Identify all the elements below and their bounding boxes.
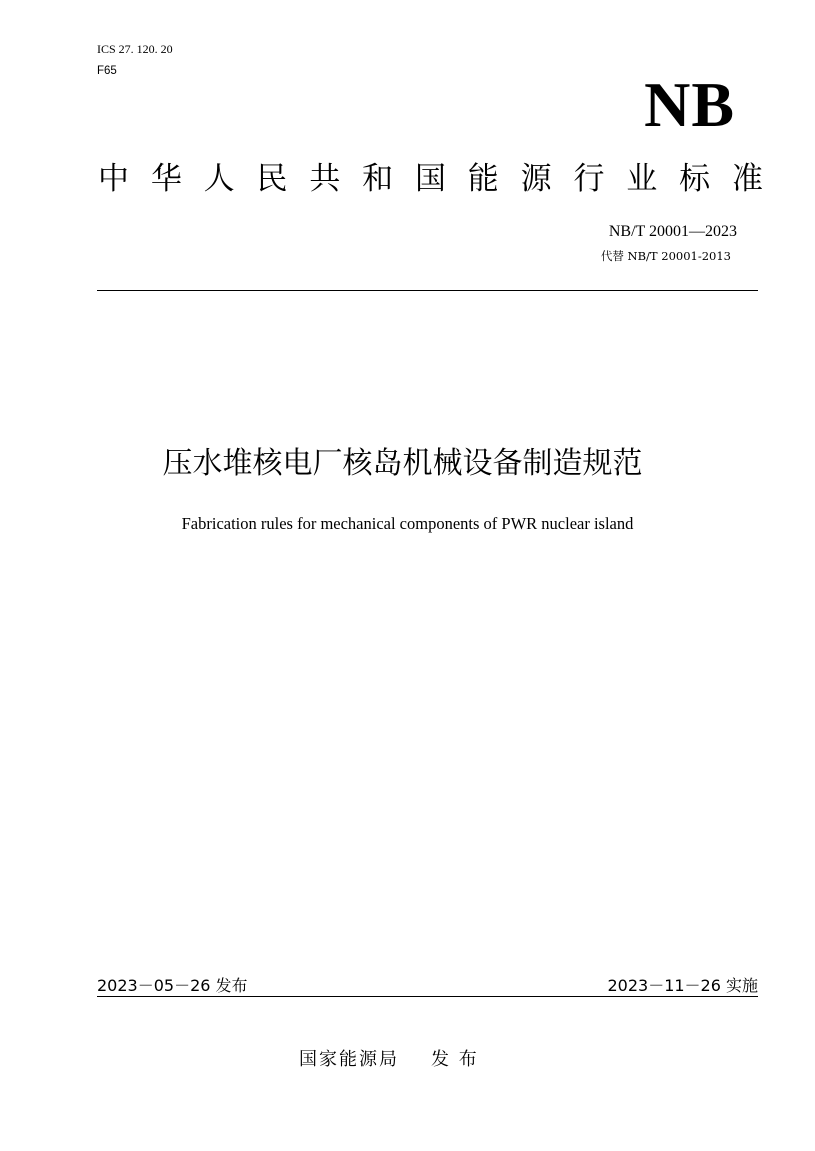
ics-code: ICS 27. 120. 20 [97,42,173,56]
issued-label: 发 布 [431,1049,479,1070]
standard-code: NB/T 20001—2023 [608,223,737,240]
ccs-code: F65 [97,65,117,77]
standard-type-char: 共 [309,161,341,197]
standard-type-char: 业 [626,161,658,197]
standard-type-char: 准 [731,161,763,197]
standard-type-char: 标 [679,161,711,197]
document-title-en: Fabrication rules for mechanical components of PWR nuclear island [181,514,634,533]
implementation-date: 2023－11－26 实施 [607,976,758,995]
standard-type-char: 能 [467,161,499,197]
document-title-zh: 压水堆核电厂核岛机械设备制造规范 [162,446,643,481]
top-divider [97,290,758,291]
publisher-line [299,1047,479,1073]
standard-type-char: 和 [362,161,394,197]
standard-type-char: 人 [203,161,235,197]
standard-type-heading [98,157,763,201]
nb-logo: NB [644,69,735,140]
bottom-divider [97,996,758,997]
standard-type-char: 源 [520,161,552,197]
standard-type-char: 中 [98,161,129,197]
standard-type-char: 华 [150,161,182,197]
replaces-note: 代替 NB/T 20001-2013 [600,249,731,263]
standard-type-char: 国 [414,161,446,197]
issuer-name: 国家能源局 [299,1049,399,1070]
standard-type-char: 民 [256,161,288,197]
issue-date: 2023－05－26 发布 [97,976,248,995]
standard-type-char: 行 [573,161,605,197]
